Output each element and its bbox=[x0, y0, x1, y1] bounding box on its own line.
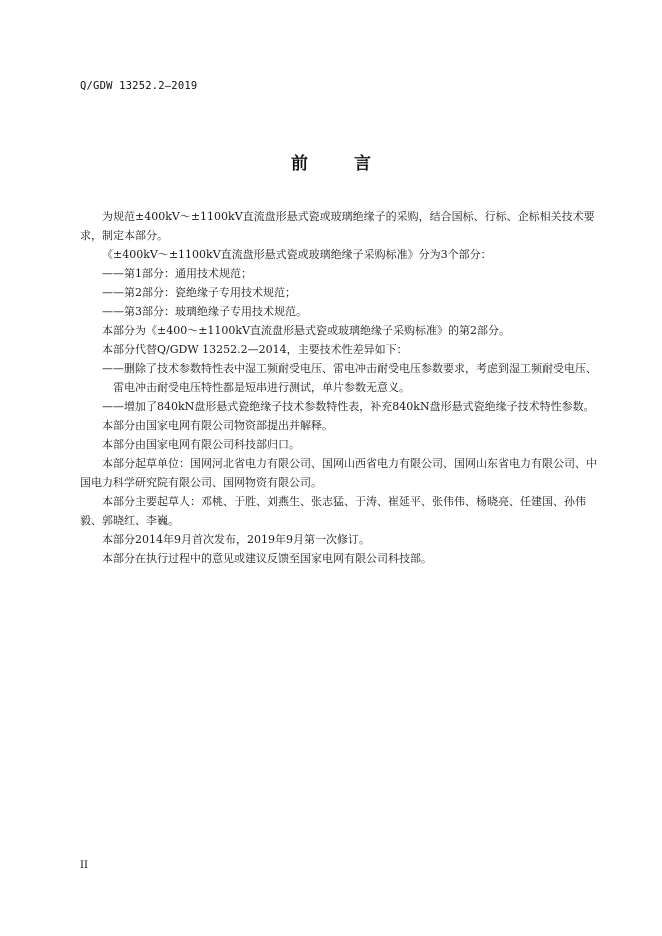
paragraph-history: 本部分2014年9月首次发布，2019年9月第一次修订。 bbox=[102, 533, 370, 546]
list-item-change-2: ——增加了840kN盘形悬式瓷绝缘子技术参数特性表，补充840kN盘形悬式瓷绝缘子技术特性参数。 bbox=[102, 400, 595, 413]
paragraph-feedback: 本部分在执行过程中的意见或建议反馈至国家电网有限公司科技部。 bbox=[102, 552, 432, 565]
paragraph-this-part: 本部分为《±400～±1100kV直流盘形悬式瓷或玻璃绝缘子采购标准》的第2部分。 bbox=[102, 324, 511, 337]
paragraph-structure: 《±400kV～±1100kV直流盘形悬式瓷或玻璃绝缘子采购标准》分为3个部分： bbox=[102, 248, 492, 261]
paragraph-centralized: 本部分由国家电网有限公司科技部归口。 bbox=[102, 438, 300, 451]
page-number: II bbox=[80, 860, 88, 871]
foreword-body bbox=[80, 207, 600, 568]
page-title: 前 言 bbox=[291, 154, 391, 174]
document-code: Q/GDW 13252.2—2019 bbox=[80, 80, 198, 92]
paragraph-replaces: 本部分代替Q/GDW 13252.2—2014，主要技术性差异如下： bbox=[102, 343, 408, 356]
list-item-change-1: ——删除了技术参数特性表中湿工频耐受电压、雷电冲击耐受电压参数要求，考虑到湿工频耐受电压、雷电冲击耐受电压特性都是短串进行测试，单片参数无意义。 bbox=[102, 362, 597, 394]
paragraph-proposer: 本部分由国家电网有限公司物资部提出并解释。 bbox=[102, 419, 333, 432]
list-item-part-3: ——第3部分：玻璃绝缘子专用技术规范。 bbox=[102, 305, 307, 318]
list-item-part-1: ——第1部分：通用技术规范； bbox=[102, 267, 252, 280]
paragraph-drafting-units: 本部分起草单位：国网河北省电力有限公司、国网山西省电力有限公司、国网山东省电力有限公司、中国电力科学研究院有限公司、国网物资有限公司。 bbox=[80, 457, 597, 489]
list-item-part-2: ——第2部分：瓷绝缘子专用技术规范； bbox=[102, 286, 296, 299]
paragraph-drafters: 本部分主要起草人：邓桃、于胜、刘燕生、张志猛、于涛、崔延平、张伟伟、杨晓亮、任建国、孙伟毅、郭晓红、李巍。 bbox=[80, 495, 586, 527]
paragraph-purpose: 为规范±400kV～±1100kV直流盘形悬式瓷或玻璃绝缘子的采购，结合国标、行标、企标相关技术要求，制定本部分。 bbox=[80, 210, 595, 242]
